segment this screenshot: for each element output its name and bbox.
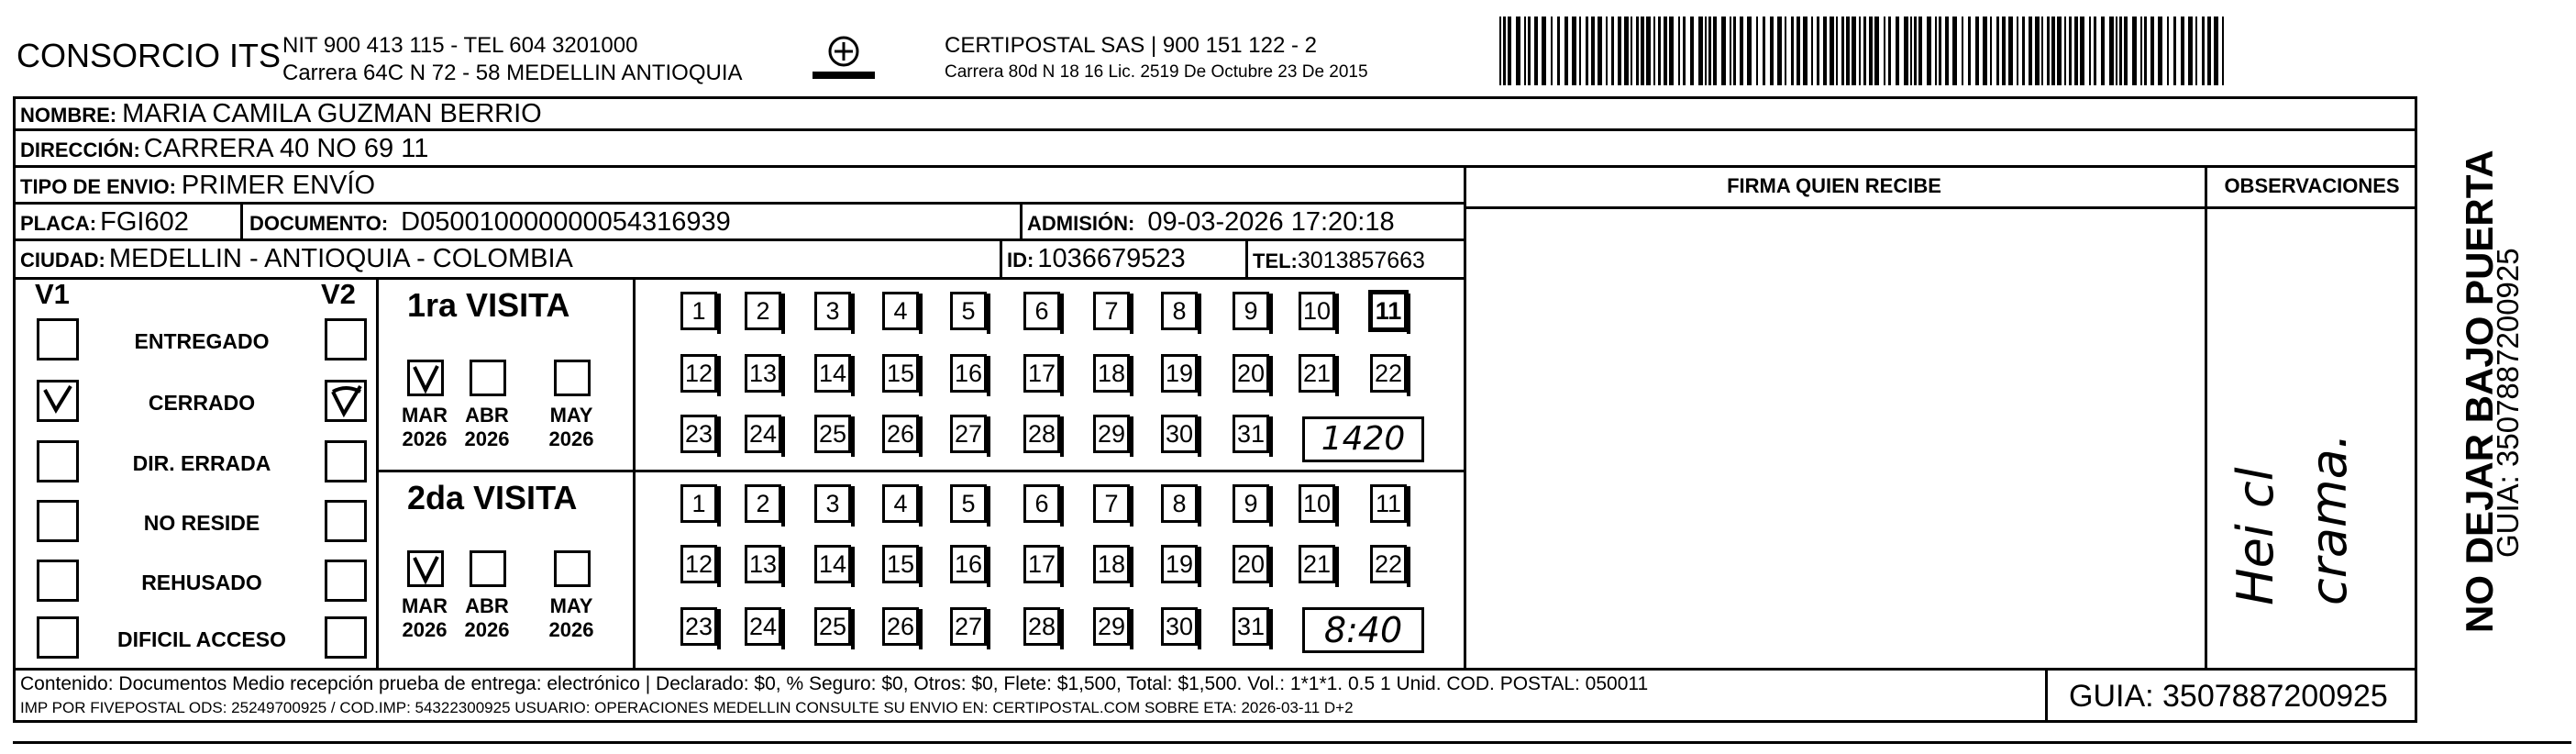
first-visit-time-box: 1420 [1302,416,1424,462]
barcode-bar [2214,17,2218,85]
courier-sub: Carrera 80d N 18 16 Lic. 2519 De Octubre 23 De 2015 [945,62,1368,82]
barcode-bar [1990,17,1992,85]
barcode-bar [1683,17,1686,85]
tel-label: TEL: [1253,249,1298,272]
barcode-bar [2017,17,2018,85]
day-box[interactable]: 19 [1161,545,1198,583]
month-checkbox[interactable] [407,360,444,396]
barcode-bar [1730,17,1731,85]
day-box[interactable]: 21 [1299,354,1335,393]
barcode-bar [2181,17,2184,85]
month-label: MAY 2026 [548,594,594,641]
barcode-bar [1874,17,1879,85]
day-box[interactable]: 15 [882,545,919,583]
day-box[interactable]: 13 [745,545,781,583]
barcode-bar [1664,17,1667,85]
footer-guia: GUIA: 3507887200925 [2069,679,2388,714]
barcode-bar [2051,17,2055,85]
barcode-bar [1777,17,1782,85]
day-box[interactable]: 2 [745,484,781,523]
barcode-bar [1846,17,1850,85]
barcode-bar [1708,17,1711,85]
barcode-bar [1636,17,1639,85]
day-box[interactable]: 19 [1161,354,1198,393]
day-box[interactable]: 23 [680,415,717,453]
barcode-bar [2047,17,2050,85]
check-mark-icon [410,362,441,394]
day-box[interactable]: 25 [814,607,851,646]
barcode-bar [1564,17,1568,85]
barcode-bar [1524,17,1526,85]
barcode-bar [1705,17,1707,85]
barcode-bar [2035,17,2040,85]
certipostal-logo-icon [807,35,880,84]
document-number: D050010000000054316939 [401,207,731,237]
day-box[interactable]: 16 [950,354,987,393]
barcode-bar [1884,17,1885,85]
side-warning: NO DEJAR BAJO PUERTA [2458,150,2501,633]
day-box[interactable]: 6 [1023,292,1060,330]
barcode-bar [2002,17,2006,85]
barcode-bar [1528,17,1531,85]
barcode-bar [1836,17,1838,85]
barcode-bar [2202,17,2205,85]
day-box[interactable]: 31 [1233,415,1269,453]
barcode-bar [1534,17,1538,85]
barcode-bar [1756,17,1758,85]
status-label: REHUSADO [141,571,262,594]
barcode-bar [2080,17,2084,85]
day-box[interactable]: 12 [680,545,717,583]
month-label: MAR 2026 [401,594,448,641]
footer-line1: Contenido: Documentos Medio recepción prueba de entrega: electrónico | Declarado: $0, % Seguro: $0, Otros: $0, Flete: $1,500, Total: $1,500. Vol.: 1*1*1. 0.5 1 Unid. COD. POSTAL: 050011 [20,673,1649,694]
day-box[interactable]: 28 [1023,607,1060,646]
barcode-bar [1557,17,1560,85]
barcode-bar [1939,17,1941,85]
barcode-bar [2029,17,2032,85]
barcode-bar [1904,17,1908,85]
day-box[interactable]: 7 [1093,484,1130,523]
barcode-bar [1770,17,1774,85]
month-checkbox[interactable] [554,550,591,587]
day-box[interactable]: 27 [950,607,987,646]
day-box[interactable]: 5 [950,484,987,523]
barcode-bar [1579,17,1581,85]
barcode-bar [1935,17,1937,85]
barcode-bar [2074,17,2078,85]
day-box[interactable]: 17 [1023,354,1060,393]
barcode-bar [1817,17,1819,85]
second-visit-title: 2da VISITA [407,479,578,516]
city: MEDELLIN - ANTIOQUIA - COLOMBIA [108,244,573,273]
company-name: CONSORCIO ITS [17,37,282,74]
day-box[interactable]: 4 [882,292,919,330]
barcode-bar [1606,17,1608,85]
barcode-bar [1631,17,1632,85]
name-label: NOMBRE: [20,104,117,127]
barcode-bar [1551,17,1553,85]
barcode-bar [2094,17,2096,85]
courier-line: CERTIPOSTAL SAS | 900 151 122 - 2 [945,33,1317,58]
day-box[interactable]: 1 [680,292,717,330]
barcode-bar [2041,17,2043,85]
barcode-bar [1503,17,1506,85]
observations-header: OBSERVACIONES [2224,174,2400,197]
day-box[interactable]: 8 [1161,484,1198,523]
barcode-bar [1698,17,1703,85]
v2-checkbox[interactable] [325,380,367,422]
day-box[interactable]: 26 [882,415,919,453]
footer-line2: IMP POR FIVEPOSTAL ODS: 25249700925 / COD.IMP: 54322300925 USUARIO: OPERACIONES MEDELLIN CONSULTE SU ENVIO EN: CERTIPOSTAL.COM SOBRE ETA: 2026-03-11 D+2 [20,699,1354,716]
day-box[interactable]: 5 [950,292,987,330]
barcode-bar [2188,17,2193,85]
v2-checkbox[interactable] [325,440,367,482]
day-box[interactable]: 24 [745,607,781,646]
barcode-bar [2173,17,2176,85]
barcode-bar [2167,17,2169,85]
barcode-bar [1499,17,1501,85]
observation-note: Hei cl crama. [2227,433,2358,605]
v1-checkbox[interactable] [37,440,79,482]
status-label: NO RESIDE [143,511,260,535]
barcode-bar [1542,17,1546,85]
check-mark-icon [410,553,441,584]
barcode-bar [1983,17,1987,85]
barcode-bar [2119,17,2122,85]
day-box[interactable]: 12 [680,354,717,393]
barcode-bar [2116,17,2117,85]
id-number: 1036679523 [1037,244,1186,273]
recipient-name: MARIA CAMILA GUZMAN BERRIO [122,99,542,128]
barcode-bar [2101,17,2105,85]
v2-checkbox[interactable] [325,318,367,360]
day-box[interactable]: 29 [1093,415,1130,453]
barcode-bar [2207,17,2211,85]
day-box[interactable]: 6 [1023,484,1060,523]
barcode-bar [1811,17,1813,85]
barcode-bar [1785,17,1786,85]
barcode-bar [1747,17,1752,85]
barcode-bar [1945,17,1949,85]
status-label: DIR. ERRADA [132,451,271,475]
v1-checkbox[interactable] [37,560,79,602]
barcode-bar [1508,17,1511,85]
first-visit-title: 1ra VISITA [407,286,570,324]
second-visit-time-box: 8:40 [1302,607,1424,653]
signature-header: FIRMA QUIEN RECIBE [1727,174,1941,197]
barcode-bar [1841,17,1844,85]
barcode-bar [1611,17,1614,85]
barcode-bar [1516,17,1520,85]
barcode-bar [2008,17,2013,85]
barcode-bar [1763,17,1765,85]
v2-label: V2 [321,278,356,310]
nit-line: NIT 900 413 115 - TEL 604 3201000 [282,33,638,58]
barcode [1499,17,2228,85]
day-box[interactable]: 2 [745,292,781,330]
month-label: ABR 2026 [464,594,510,641]
day-box[interactable]: 17 [1023,545,1060,583]
barcode-bar [1914,17,1917,85]
day-box[interactable]: 26 [882,607,919,646]
barcode-bar [1653,17,1655,85]
type-label: TIPO DE ENVIO: [20,175,176,198]
month-label: MAR 2026 [401,404,448,450]
barcode-bar [2124,17,2128,85]
barcode-bar [1572,17,1576,85]
day-box[interactable]: 8 [1161,292,1198,330]
day-box[interactable]: 22 [1370,354,1407,393]
day-box[interactable]: 23 [680,607,717,646]
day-box[interactable]: 1 [680,484,717,523]
barcode-bar [1740,17,1743,85]
barcode-bar [1830,17,1834,85]
check-mark-icon [327,383,364,419]
day-box[interactable]: 11 [1370,484,1407,523]
day-box[interactable]: 20 [1233,545,1269,583]
month-label: MAY 2026 [548,404,594,450]
barcode-bar [2195,17,2197,85]
address-label: DIRECCIÓN: [20,139,140,161]
barcode-bar [1721,17,1726,85]
barcode-bar [1797,17,1800,85]
day-box[interactable]: 30 [1161,607,1198,646]
barcode-bar [1927,17,1931,85]
month-checkbox[interactable] [554,360,591,396]
shipment-type: PRIMER ENVÍO [181,171,376,200]
tel-number: 3013857663 [1297,248,1425,273]
status-label: ENTREGADO [134,329,270,353]
barcode-bar [1733,17,1736,85]
admission-date: 09-03-2026 17:20:18 [1147,207,1395,237]
day-box[interactable]: 21 [1299,545,1335,583]
v2-checkbox[interactable] [325,616,367,659]
barcode-bar [1658,17,1661,85]
day-box[interactable]: 7 [1093,292,1130,330]
barcode-bar [1618,17,1621,85]
day-box[interactable]: 16 [950,545,987,583]
barcode-bar [2064,17,2066,85]
day-box[interactable]: 14 [814,545,851,583]
day-box[interactable]: 28 [1023,415,1060,453]
day-box[interactable]: 18 [1093,545,1130,583]
barcode-bar [2222,17,2224,85]
v1-checkbox[interactable] [37,380,79,422]
barcode-bar [1952,17,1957,85]
v1-checkbox[interactable] [37,318,79,360]
barcode-bar [2057,17,2062,85]
day-box[interactable]: 9 [1233,484,1269,523]
day-box[interactable]: 15 [882,354,919,393]
barcode-bar [1918,17,1922,85]
city-label: CIUDAD: [20,249,105,272]
barcode-bar [2140,17,2142,85]
plate-label: PLACA: [20,212,97,235]
barcode-bar [2132,17,2137,85]
barcode-bar [2158,17,2162,85]
barcode-bar [1863,17,1866,85]
day-box[interactable]: 13 [745,354,781,393]
barcode-bar [1641,17,1644,85]
v2-checkbox[interactable] [325,560,367,602]
month-checkbox[interactable] [470,550,506,587]
barcode-bar [1823,17,1827,85]
day-box[interactable]: 30 [1161,415,1198,453]
barcode-bar [1996,17,1999,85]
day-box[interactable]: 29 [1093,607,1130,646]
barcode-bar [1859,17,1861,85]
barcode-bar [1896,17,1899,85]
barcode-bar [1962,17,1963,85]
doc-label: DOCUMENTO: [249,212,389,235]
barcode-bar [1669,17,1674,85]
day-box[interactable]: 20 [1233,354,1269,393]
barcode-bar [1624,17,1629,85]
day-box[interactable]: 9 [1233,292,1269,330]
day-box[interactable]: 3 [814,484,851,523]
status-label: DIFICIL ACCESO [116,627,286,651]
barcode-bar [2144,17,2147,85]
barcode-bar [1968,17,1971,85]
barcode-bar [1586,17,1588,85]
side-guia: GUIA: 3507887200925 [2491,248,2525,558]
barcode-bar [1910,17,1912,85]
month-label: ABR 2026 [464,404,510,450]
check-mark-icon [39,383,76,419]
barcode-bar [1591,17,1595,85]
v1-checkbox[interactable] [37,616,79,659]
barcode-bar [2109,17,2114,85]
recipient-address: CARRERA 40 NO 69 11 [143,134,429,163]
barcode-bar [1975,17,1979,85]
id-label: ID: [1007,249,1034,272]
address-line: Carrera 64C N 72 - 58 MEDELLIN ANTIOQUIA [282,61,743,85]
day-box[interactable]: 24 [745,415,781,453]
day-box[interactable]: 10 [1299,484,1335,523]
month-checkbox[interactable] [470,360,506,396]
barcode-bar [1869,17,1873,85]
admission-label: ADMISIÓN: [1027,212,1135,235]
day-box[interactable]: 27 [950,415,987,453]
v2-checkbox[interactable] [325,500,367,542]
day-box[interactable]: 10 [1299,292,1335,330]
barcode-bar [1803,17,1808,85]
barcode-bar [1791,17,1794,85]
day-box[interactable]: 22 [1370,545,1407,583]
month-checkbox[interactable] [407,550,444,587]
barcode-bar [1888,17,1891,85]
barcode-bar [1598,17,1602,85]
day-box[interactable]: 14 [814,354,851,393]
barcode-bar [1678,17,1680,85]
day-box[interactable]: 18 [1093,354,1130,393]
barcode-bar [1852,17,1856,85]
day-box[interactable]: 4 [882,484,919,523]
day-box[interactable]: 3 [814,292,851,330]
barcode-bar [2022,17,2025,85]
barcode-bar [1690,17,1694,85]
day-box[interactable]: 11 [1370,292,1407,330]
barcode-bar [1646,17,1651,85]
plate: FGI602 [100,207,189,237]
barcode-bar [2089,17,2091,85]
v1-checkbox[interactable] [37,500,79,542]
barcode-bar [2150,17,2154,85]
day-box[interactable]: 25 [814,415,851,453]
barcode-bar [2069,17,2072,85]
barcode-bar [1713,17,1717,85]
status-label: CERRADO [148,391,256,415]
day-box[interactable]: 31 [1233,607,1269,646]
v1-label: V1 [35,278,70,310]
